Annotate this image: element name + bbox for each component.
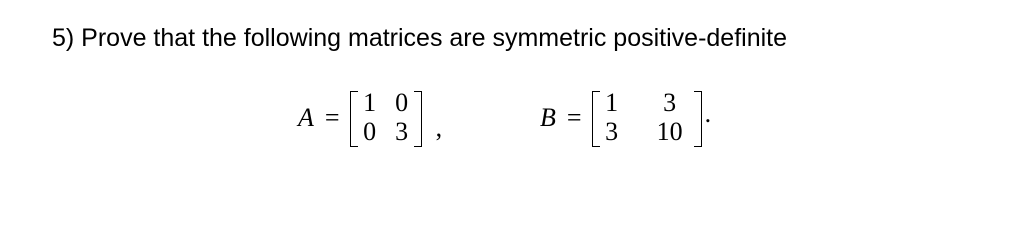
matrix-a-equals-sign: = [324,103,340,132]
matrix-a-left-bracket [350,91,358,147]
matrix-a-cell-1-2: 0 [395,88,409,117]
matrix-a-cell-1-1: 1 [363,88,377,117]
matrix-b-equation [540,87,711,149]
matrix-b-left-bracket [592,91,600,147]
matrix-a-comma: , [435,113,443,142]
matrix-a-equation [298,87,442,149]
matrix-a-name: A [298,103,314,132]
matrix-b-period: . [704,99,712,128]
matrix-a-right-bracket [414,91,422,147]
matrix-b-cell-1-2: 3 [663,88,677,117]
problem-statement: 5) Prove that the following matrices are symmetric positive-definite [52,24,788,52]
matrix-b-name: B [540,103,556,132]
matrix-b-cell-2-2: 10 [656,117,683,146]
matrix-a-cell-2-1: 0 [363,117,377,146]
matrix-b [592,87,702,149]
matrix-b-equals-sign: = [566,103,582,132]
matrix-b-cell-2-1: 3 [605,117,619,146]
matrix-b-cell-1-1: 1 [605,88,619,117]
matrix-a [350,87,422,149]
matrix-a-cell-2-2: 3 [395,117,409,146]
matrix-b-right-bracket [694,91,702,147]
